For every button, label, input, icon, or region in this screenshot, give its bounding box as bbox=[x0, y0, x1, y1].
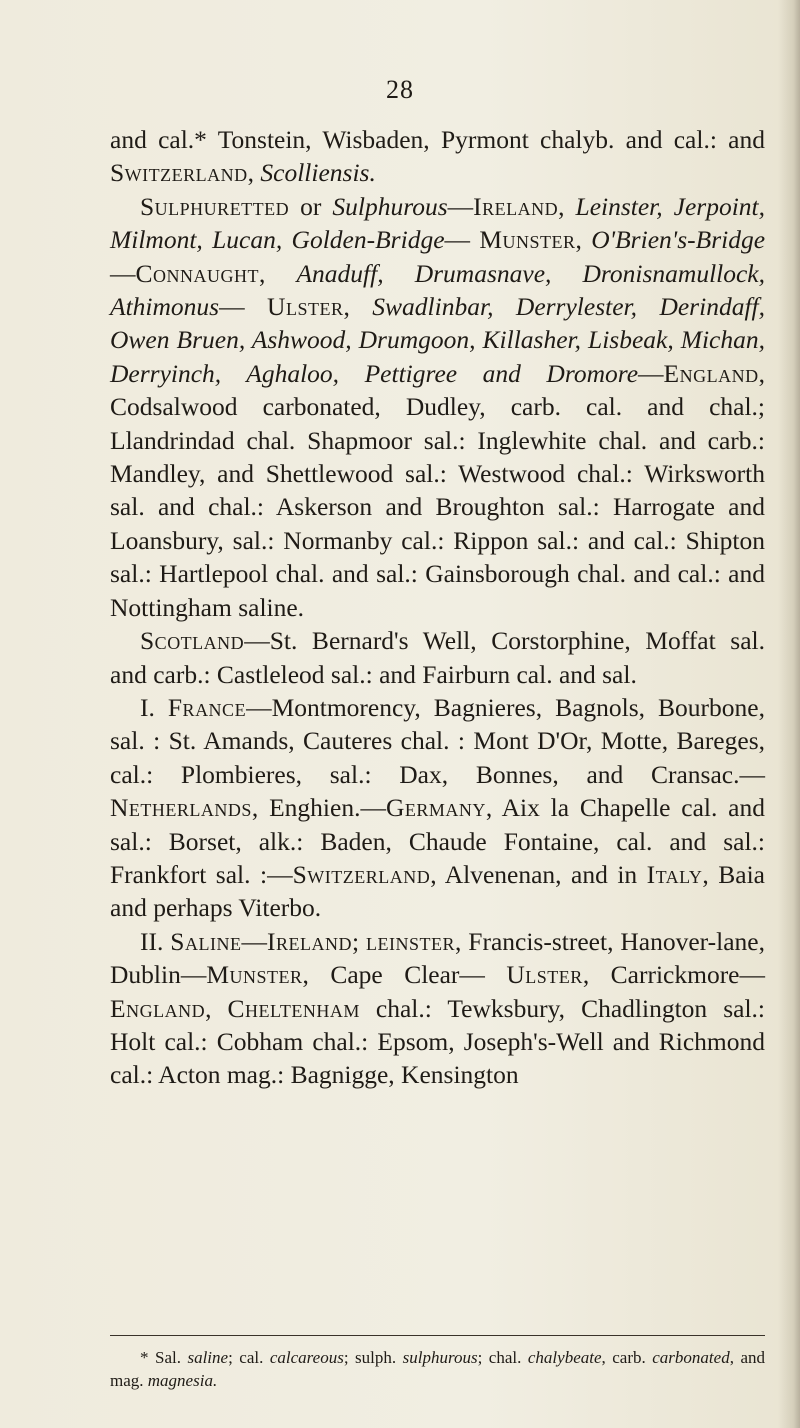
text-run: , Aix la Chapelle cal. and sal.: Borset, alk.: Baden, Chaude Fontaine, cal. and sal.: Frankfort sal. :— bbox=[110, 793, 766, 889]
page-edge-shadow bbox=[778, 0, 800, 1428]
text-run: ; cal. bbox=[228, 1348, 270, 1367]
text-run: —St. Bernard's Well, Corstorphine, Moffat sal. and carb.: Castleleod sal.: and Fairburn cal. and sal. bbox=[110, 626, 765, 689]
small-caps-text: Germany bbox=[385, 793, 486, 823]
text-run: — bbox=[110, 258, 136, 288]
small-caps-text: Scotland bbox=[140, 626, 245, 656]
italic-text: Swadlinbar, Derrylester, Derindaff, Owen Bruen, Ashwood, Drumgoon, Killasher, Lisbeak, Michan, Derryinch, Aghaloo, Pettigree and Dromore bbox=[110, 292, 765, 388]
italic-text: Leinster, Jerpoint, Milmont, Lucan, Golden-Bridge bbox=[110, 191, 765, 255]
small-caps-text: Switzerland bbox=[110, 158, 248, 188]
small-caps-text: Munster bbox=[479, 225, 576, 255]
text-run: , carb. bbox=[601, 1348, 653, 1367]
text-run: , Cape Clear— bbox=[302, 960, 507, 990]
text-run: , bbox=[205, 993, 228, 1023]
text-run: chal.: Tewksbury, Chadlington sal.: Holt cal.: Cobham chal.: Epsom, Joseph's-Well and Richmond cal.: Acton mag.: Bagnigge, Kensington bbox=[110, 993, 765, 1090]
footnote-rule bbox=[110, 1335, 765, 1336]
text-run: and cal.* Tonstein, Wisbaden, Pyrmont chalyb. and cal.: and bbox=[110, 125, 765, 154]
italic-text: sulphurous bbox=[402, 1348, 478, 1367]
small-caps-text: Netherlands bbox=[110, 793, 252, 823]
text-run: , Francis-street, Hanover-lane, Dublin— bbox=[110, 926, 765, 990]
footnote bbox=[110, 1346, 765, 1392]
text-run: , bbox=[247, 158, 261, 188]
small-caps-text: Ireland bbox=[473, 191, 559, 221]
italic-text: saline bbox=[187, 1348, 229, 1367]
italic-text: Sulphurous bbox=[332, 191, 448, 221]
text-run: II. bbox=[140, 926, 171, 956]
italic-text: calcareous bbox=[269, 1348, 344, 1367]
italic-text: chalybeate bbox=[527, 1348, 602, 1367]
text-run: ; bbox=[351, 926, 366, 956]
paragraph-scotland bbox=[110, 624, 765, 691]
small-caps-text: leinster bbox=[365, 926, 455, 956]
text-run: , Codsalwood carbonated, Dudley, carb. cal. and chal.; Llandrindad chal. Shapmoor sal.: Inglewhite chal. and carb.: Mandley, and Shettlewood sal.: Westwood chal.: Wirksworth sal. and chal.: Askerson and Broughton sal.: Harrogate and Loansbury, sal.: Normanby cal.: Rippon sal.: and cal.: Shipton sal.: Hartlepool chal. and sal.: Gainsborough chal. and cal.: and Nottingham saline. bbox=[110, 358, 765, 622]
paragraph-saline bbox=[110, 925, 765, 1092]
text-run: I. bbox=[140, 692, 168, 722]
text-run: , bbox=[343, 292, 373, 322]
text-run: — bbox=[444, 225, 480, 255]
text-run: — bbox=[638, 358, 664, 388]
italic-text: O'Brien's-Bridge bbox=[591, 225, 766, 255]
small-caps-text: Sulphuretted bbox=[140, 191, 290, 221]
text-run: , Alvenenan, and in bbox=[430, 859, 647, 889]
page-number: 28 bbox=[386, 75, 414, 104]
text-run: — bbox=[219, 292, 268, 322]
italic-text: magnesia. bbox=[147, 1371, 218, 1390]
italic-text: carbonated bbox=[652, 1348, 730, 1367]
body-text bbox=[110, 123, 765, 1092]
paragraph-continental bbox=[110, 691, 765, 925]
small-caps-text: Saline bbox=[170, 926, 242, 956]
text-run: —Montmorency, Bagnieres, Bagnols, Bourbone, sal. : St. Amands, Cauteres chal. : Mont D'Or, Motte, Bareges, cal.: Plombieres, sal.: Dax, Bonnes, and Cransac.— bbox=[110, 692, 765, 789]
text-run: — bbox=[241, 926, 267, 956]
text-run: , bbox=[558, 191, 576, 221]
text-run: or bbox=[289, 191, 333, 221]
small-caps-text: England bbox=[663, 358, 759, 388]
small-caps-text: Connaught bbox=[135, 258, 259, 288]
text-run: , bbox=[575, 225, 592, 255]
text-run: ; chal. bbox=[477, 1348, 528, 1367]
small-caps-text: Ireland bbox=[266, 926, 352, 956]
small-caps-text: Italy bbox=[646, 859, 703, 889]
small-caps-text: Ulster bbox=[506, 960, 583, 990]
italic-text: Scolliensis. bbox=[260, 158, 376, 188]
text-run: , and mag. bbox=[110, 1348, 765, 1390]
text-run: — bbox=[447, 191, 474, 221]
small-caps-text: Ulster bbox=[267, 292, 344, 322]
text-run: * Sal. bbox=[140, 1348, 188, 1367]
text-run: , Baia and perhaps Viterbo. bbox=[110, 859, 765, 923]
text-run: , bbox=[259, 258, 297, 288]
small-caps-text: France bbox=[167, 692, 247, 722]
small-caps-text: Switzerland bbox=[292, 859, 431, 889]
small-caps-text: Munster bbox=[206, 960, 303, 990]
text-run: , Enghien.— bbox=[251, 793, 386, 823]
text-run: , Carrickmore— bbox=[582, 960, 765, 990]
small-caps-text: Cheltenham bbox=[227, 993, 360, 1023]
paragraph-continuation bbox=[110, 123, 765, 190]
paragraph-sulphuretted bbox=[110, 190, 765, 624]
text-run: ; sulph. bbox=[343, 1348, 403, 1367]
small-caps-text: England bbox=[110, 993, 206, 1023]
italic-text: Anaduff, Drumasnave, Dronisnamullock, Athimonus bbox=[110, 258, 765, 322]
